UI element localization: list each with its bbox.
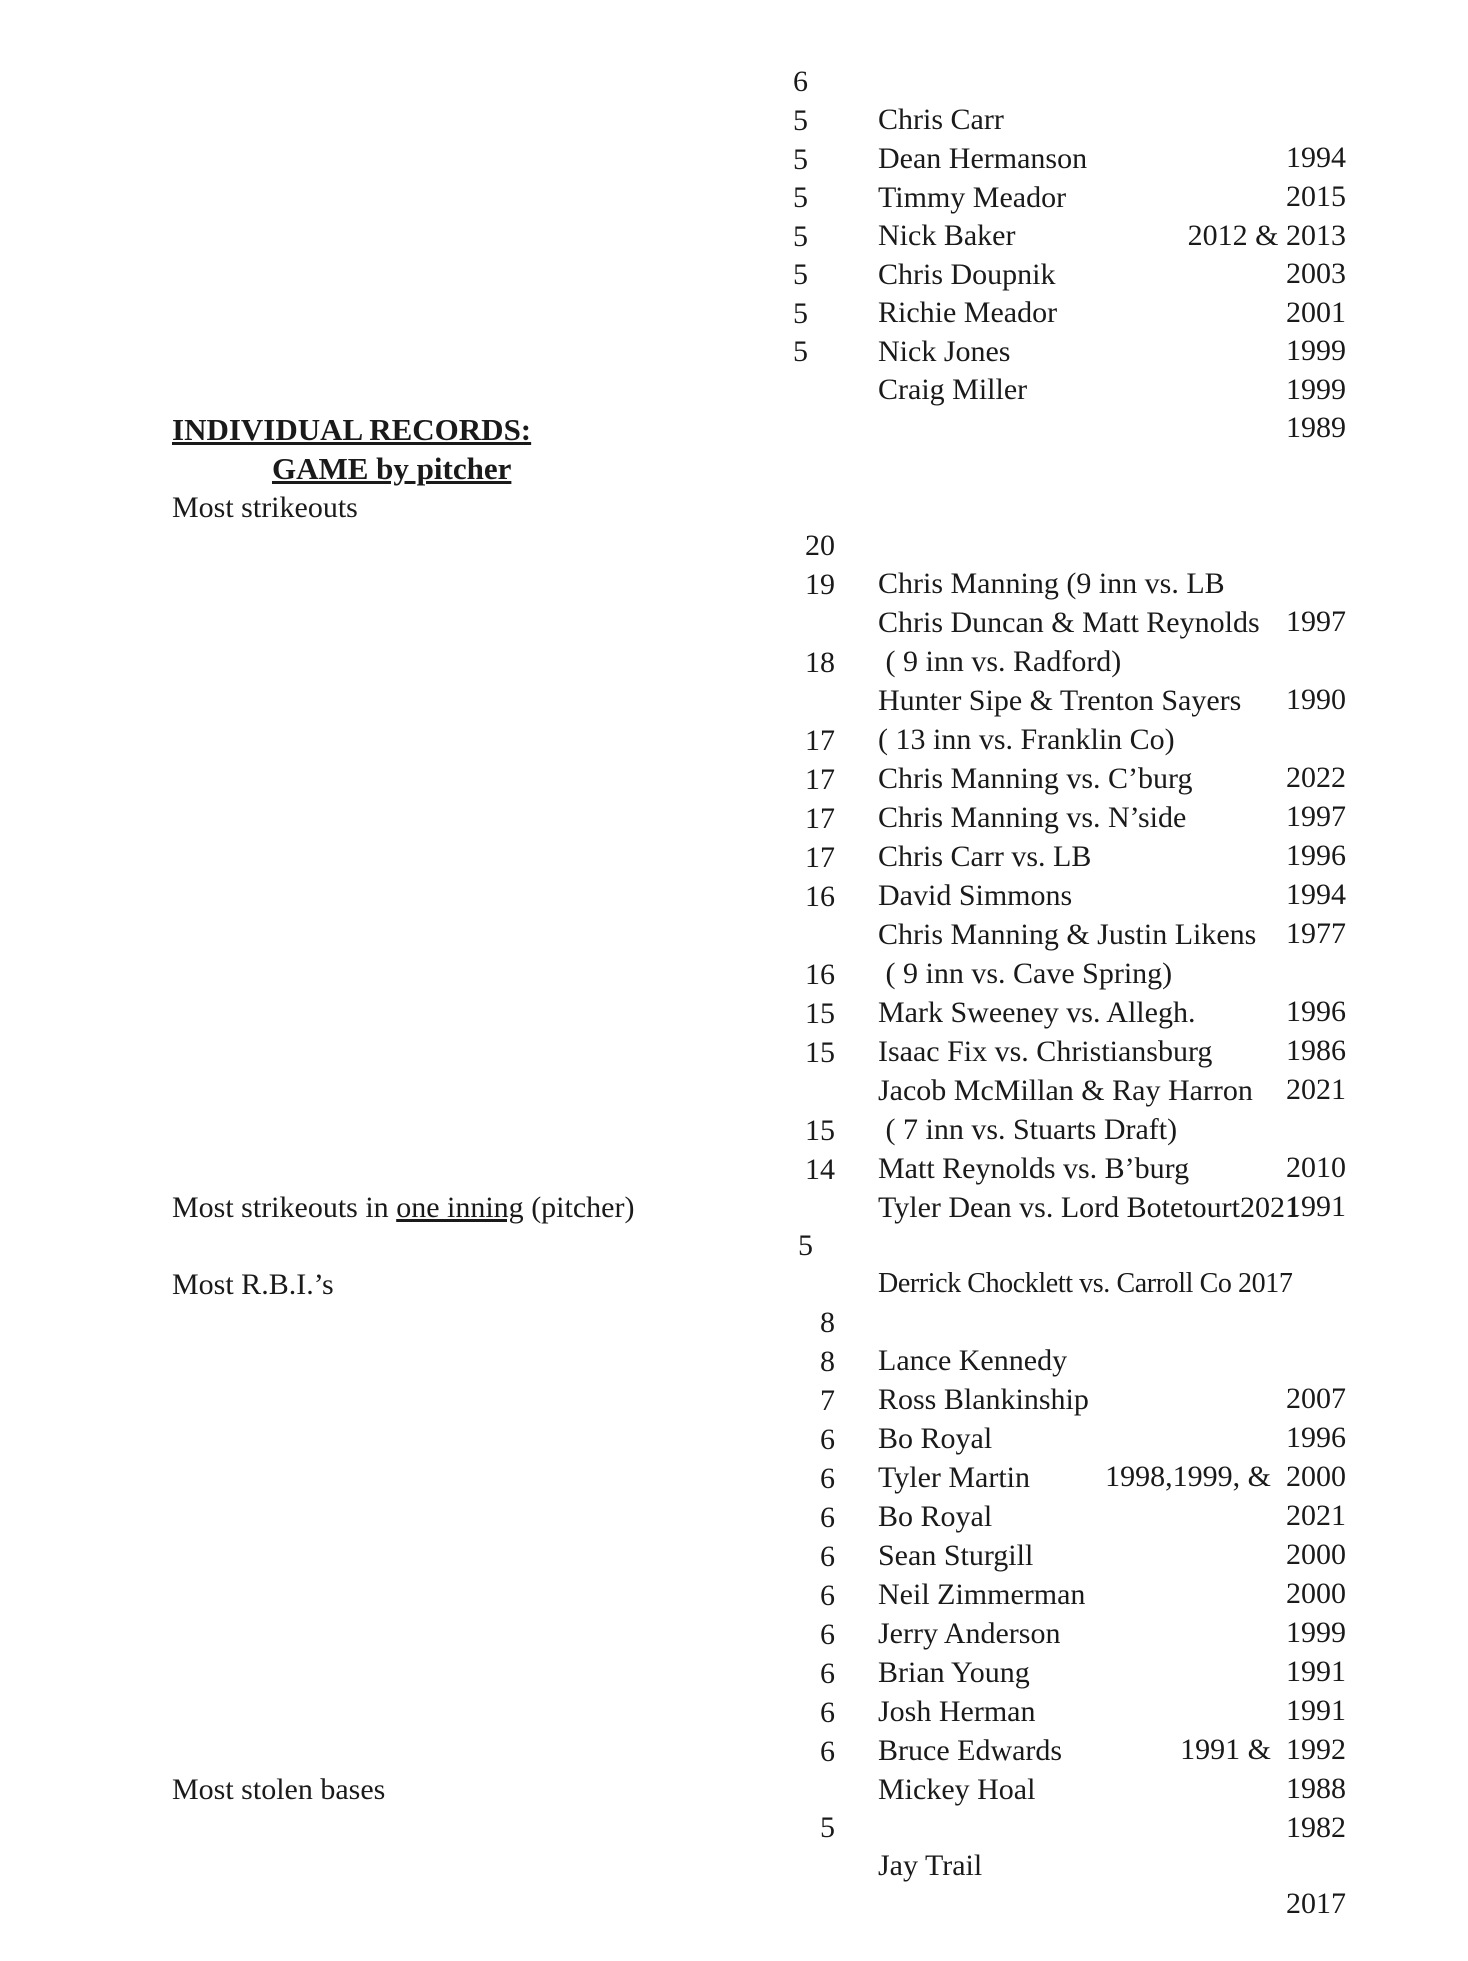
player-name: Bo Royal — [878, 1422, 993, 1455]
player-name: Lance Kennedy — [878, 1344, 1068, 1377]
player-name: Isaac Fix vs. Christiansburg — [878, 1035, 1213, 1068]
record-count: 5 — [793, 335, 808, 368]
list-item — [0, 1771, 1468, 1961]
record-year: 2000 — [1286, 1538, 1346, 1571]
record-year: 2015 — [1286, 180, 1346, 213]
record-count: 17 — [805, 802, 835, 835]
record-year: 1996 — [1286, 839, 1346, 872]
record-year: 1994 — [1286, 878, 1346, 911]
player-name: Chris Manning vs. N’side — [878, 801, 1187, 834]
category-label: Most R.B.I.’s — [172, 1268, 334, 1301]
record-count: 5 — [798, 1229, 813, 1262]
player-name: Sean Sturgill — [878, 1539, 1034, 1572]
record-count: 17 — [805, 724, 835, 757]
player-name: Dean Hermanson — [878, 142, 1088, 175]
record-count: 15 — [805, 1114, 835, 1147]
record-count: 18 — [805, 646, 835, 679]
player-name: Chris Manning vs. C’burg — [878, 762, 1193, 795]
record-year: 1991 — [1286, 1655, 1346, 1688]
record-count: 6 — [820, 1696, 835, 1729]
record-count: 5 — [793, 181, 808, 214]
record-year: 1991 & 1992 — [1180, 1733, 1346, 1766]
record-count: 6 — [820, 1540, 835, 1573]
player-name: ( 9 inn vs. Radford) — [878, 645, 1122, 678]
player-name: Chris Manning (9 inn vs. LB — [878, 567, 1225, 600]
record-year: 2000 — [1286, 1577, 1346, 1610]
player-name: Chris Manning & Justin Likens — [878, 918, 1257, 951]
player-name: Nick Baker — [878, 219, 1016, 252]
record-count: 19 — [805, 568, 835, 601]
player-name: Derrick Chocklett vs. Carroll Co 2017 — [878, 1268, 1293, 1299]
record-year: 1977 — [1286, 917, 1346, 950]
player-name: Hunter Sipe & Trenton Sayers — [878, 684, 1242, 717]
record-count: 17 — [805, 763, 835, 796]
record-year: 2012 & 2013 — [1187, 219, 1346, 252]
player-name: Chris Duncan & Matt Reynolds — [878, 606, 1260, 639]
section-heading: INDIVIDUAL RECORDS: — [172, 412, 532, 447]
record-count: 5 — [793, 220, 808, 253]
record-year: 1991 — [1286, 1694, 1346, 1727]
category-label: Most stolen bases — [172, 1773, 386, 1806]
section-subheading: GAME by pitcher — [272, 451, 512, 486]
player-name: Bo Royal — [878, 1500, 993, 1533]
record-year: 1986 — [1286, 1034, 1346, 1067]
player-name: David Simmons — [878, 879, 1073, 912]
record-count: 6 — [793, 65, 808, 98]
record-count: 20 — [805, 529, 835, 562]
record-year: 2017 — [1286, 1887, 1346, 1920]
record-year: 1990 — [1286, 683, 1346, 716]
record-year: 1999 — [1286, 373, 1346, 406]
player-name: Bruce Edwards — [878, 1734, 1063, 1767]
record-count: 6 — [820, 1501, 835, 1534]
player-name: ( 9 inn vs. Cave Spring) — [878, 957, 1173, 990]
player-name: Chris Doupnik — [878, 258, 1056, 291]
record-year: 2010 — [1286, 1151, 1346, 1184]
record-year: 1982 — [1286, 1811, 1346, 1844]
record-year: 1996 — [1286, 995, 1346, 1028]
record-count: 6 — [820, 1579, 835, 1612]
record-year: 1997 — [1286, 800, 1346, 833]
list-item — [0, 295, 1468, 485]
record-year: 1996 — [1286, 1421, 1346, 1454]
record-year: 2021 — [1286, 1499, 1346, 1532]
record-count: 17 — [805, 841, 835, 874]
player-name: Josh Herman — [878, 1695, 1036, 1728]
record-year: 1999 — [1286, 334, 1346, 367]
record-count: 7 — [820, 1384, 835, 1417]
category-text: Most strikeouts in — [172, 1191, 397, 1224]
record-count: 15 — [805, 1036, 835, 1069]
record-count: 6 — [820, 1618, 835, 1651]
player-name: Craig Miller — [878, 373, 1028, 406]
player-name: Jerry Anderson — [878, 1617, 1061, 1650]
record-year: 1989 — [1286, 411, 1346, 444]
record-year: 2007 — [1286, 1382, 1346, 1415]
player-name: ( 7 inn vs. Stuarts Draft) — [878, 1113, 1178, 1146]
player-name: Jay Trail — [878, 1849, 983, 1882]
record-count: 6 — [820, 1735, 835, 1768]
player-name: Brian Young — [878, 1656, 1030, 1689]
record-year: 2022 — [1286, 761, 1346, 794]
record-count: 6 — [820, 1423, 835, 1456]
record-year: 2003 — [1286, 257, 1346, 290]
record-year: 1991 — [1286, 1190, 1346, 1223]
player-name: Timmy Meador — [878, 181, 1067, 214]
record-count: 16 — [805, 958, 835, 991]
record-year: 2001 — [1286, 296, 1346, 329]
player-name: Ross Blankinship — [878, 1383, 1089, 1416]
record-year: 1999 — [1286, 1616, 1346, 1649]
record-count: 5 — [793, 258, 808, 291]
player-name: Matt Reynolds vs. B’burg — [878, 1152, 1190, 1185]
record-year: 1998,1999, & 2000 — [1105, 1460, 1346, 1493]
record-count: 5 — [820, 1811, 835, 1844]
record-count: 8 — [820, 1345, 835, 1378]
record-count: 6 — [820, 1657, 835, 1690]
player-name: Nick Jones — [878, 335, 1011, 368]
player-name: Tyler Martin — [878, 1461, 1031, 1494]
record-count: 8 — [820, 1306, 835, 1339]
player-name: Mickey Hoal — [878, 1773, 1036, 1806]
player-name: Tyler Dean vs. Lord Botetourt2021 — [878, 1191, 1300, 1224]
player-name: Neil Zimmerman — [878, 1578, 1086, 1611]
record-year: 2021 — [1286, 1073, 1346, 1106]
record-count: 14 — [805, 1153, 835, 1186]
player-name: Mark Sweeney vs. Allegh. — [878, 996, 1196, 1029]
category-text: (pitcher) — [523, 1191, 635, 1224]
player-name: Jacob McMillan & Ray Harron — [878, 1074, 1253, 1107]
record-count: 5 — [793, 104, 808, 137]
record-count: 15 — [805, 997, 835, 1030]
record-count: 5 — [793, 143, 808, 176]
record-year: 1994 — [1286, 141, 1346, 174]
record-year: 1988 — [1286, 1772, 1346, 1805]
record-count: 6 — [820, 1462, 835, 1495]
record-count: 16 — [805, 880, 835, 913]
category-label: Most strikeouts — [172, 491, 358, 524]
player-name: Chris Carr — [878, 103, 1004, 136]
player-name: Chris Carr vs. LB — [878, 840, 1092, 873]
player-name: ( 13 inn vs. Franklin Co) — [878, 723, 1175, 756]
category-emphasis: one inning — [396, 1191, 524, 1224]
record-count: 5 — [793, 297, 808, 330]
record-year: 1997 — [1286, 605, 1346, 638]
player-name: Richie Meador — [878, 296, 1058, 329]
